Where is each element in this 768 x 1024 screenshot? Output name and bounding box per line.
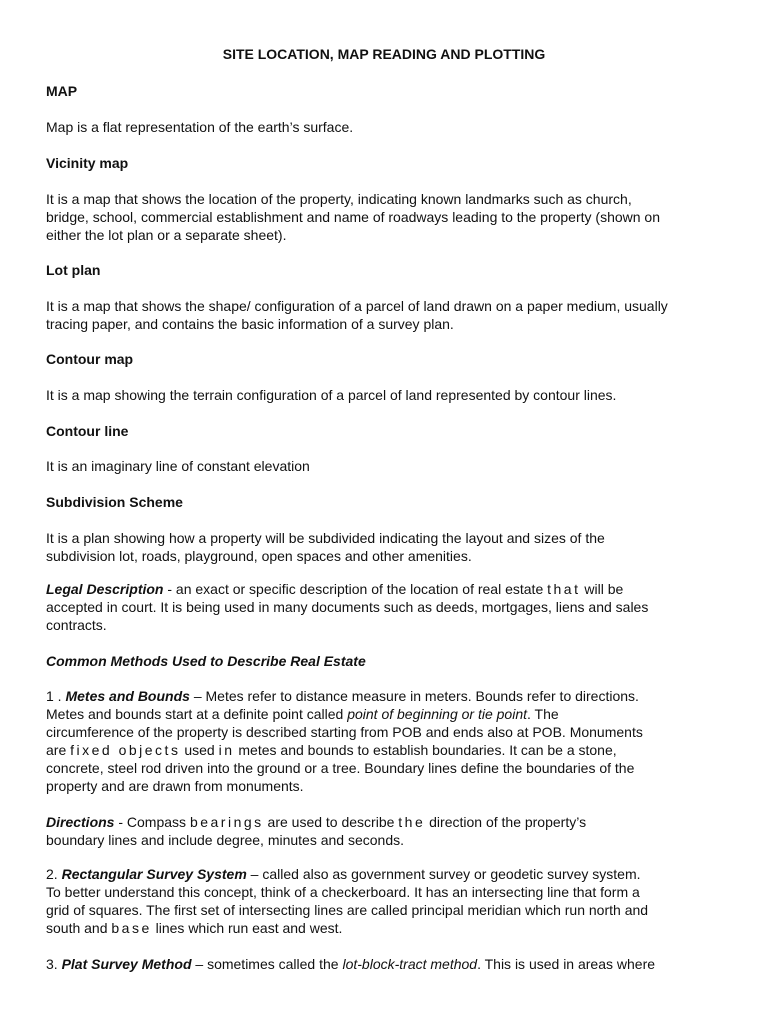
paragraph-directions [46,813,722,849]
text-line: Metes and bounds start at a definite point called point of beginning or tie point. The [46,706,559,722]
paragraph-subdivision-scheme [46,529,722,565]
term-rectangular-survey: Rectangular Survey System [61,866,247,882]
heading-subdivision-scheme: Subdivision Scheme [46,494,183,510]
text-line: 1 . Metes and Bounds – Metes refer to distance measure in meters. Bounds refer to directions. [46,688,639,704]
paragraph-lot-plan [46,297,722,333]
text-line: Legal Description - an exact or specific description of the location of real estate that will be [46,581,624,597]
heading-common-methods: Common Methods Used to Describe Real Estate [46,653,366,669]
text-line: boundary lines and include degree, minutes and seconds. [46,832,405,848]
paragraph-contour-line: It is an imaginary line of constant elevation [46,458,310,474]
text-line: circumference of the property is described starting from POB and ends also at POB. Monuments [46,724,643,740]
text-line: 3. Plat Survey Method – sometimes called the lot-block-tract method. This is used in areas where [46,956,656,972]
text-line: tracing paper, and contains the basic information of a survey plan. [46,316,454,332]
term-directions: Directions [46,814,115,830]
heading-contour-line: Contour line [46,423,129,439]
paragraph-metes-and-bounds [46,687,722,795]
text-line: It is a map that shows the location of the property, indicating known landmarks such as church, [46,191,632,207]
paragraph-legal-description [46,580,722,634]
page-title: SITE LOCATION, MAP READING AND PLOTTING [222,46,546,62]
text-line: bridge, school, commercial establishment and name of roadways leading to the property (shown on [46,209,660,225]
text-line: south and base lines which run east and west. [46,920,343,936]
heading-vicinity-map: Vicinity map [46,155,129,171]
heading-lot-plan: Lot plan [46,262,101,278]
term-metes-and-bounds: Metes and Bounds [65,688,190,704]
term-legal-description: Legal Description [46,581,164,597]
heading-contour-map: Contour map [46,351,134,367]
text-line: contracts. [46,617,107,633]
text-line: To better understand this concept, think of a checkerboard. It has an intersecting line that form a [46,884,640,900]
paragraph-plat-survey [46,955,722,973]
text-line: grid of squares. The first set of intersecting lines are called principal meridian which run north and [46,902,649,918]
text-line: are fixed objects used in metes and bounds to establish boundaries. It can be a stone, [46,742,617,758]
text-line: subdivision lot, roads, playground, open spaces and other amenities. [46,548,472,564]
paragraph-vicinity-map [46,190,722,244]
paragraph-rectangular-survey [46,865,722,937]
text-line: Directions - Compass bearings are used to describe the direction of the property’s [46,814,587,830]
paragraph-contour-map: It is a map showing the terrain configuration of a parcel of land represented by contour lines. [46,387,617,403]
heading-map: MAP [46,83,78,99]
term-plat-survey: Plat Survey Method [61,956,192,972]
text-line: accepted in court. It is being used in many documents such as deeds, mortgages, liens and sales [46,599,649,615]
text-line: It is a map that shows the shape/ configuration of a parcel of land drawn on a paper medium, usually [46,298,668,314]
text-line: 2. Rectangular Survey System – called also as government survey or geodetic survey system. [46,866,641,882]
text-line: concrete, steel rod driven into the ground or a tree. Boundary lines define the boundaries of the [46,760,635,776]
text-line: either the lot plan or a separate sheet). [46,227,287,243]
paragraph-map: Map is a flat representation of the earth’s surface. [46,119,354,135]
text-line: property and are drawn from monuments. [46,778,304,794]
text-line: It is a plan showing how a property will be subdivided indicating the layout and sizes of the [46,530,605,546]
